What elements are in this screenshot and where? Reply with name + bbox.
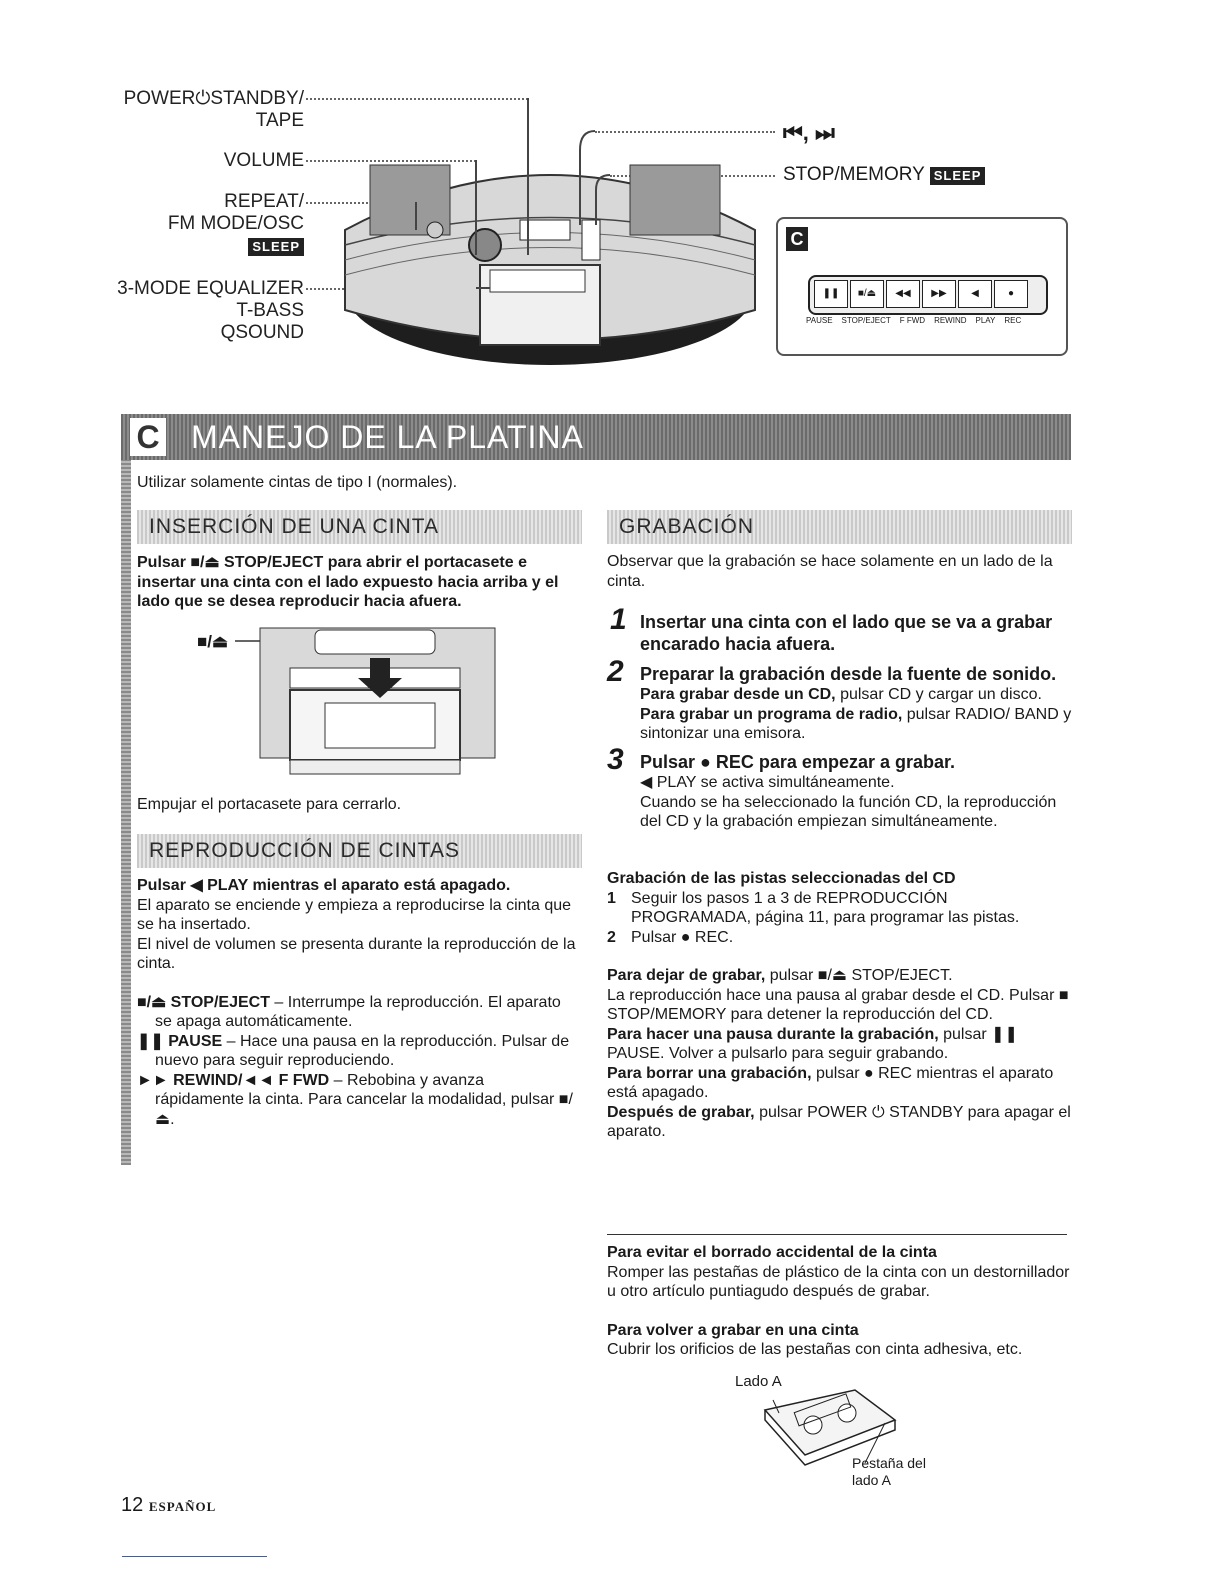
notes: Para evitar el borrado accidental de la cinta Romper las pestañas de plástico de la cinta con un destornillador u otro artículo puntiagudo después de grabar. Para volver a grabar en una cinta Cubrir los orificios de las pestañas con cinta adhesiva, etc. [607, 1244, 1070, 1358]
subheading-grabacion: GRABACIÓN [607, 510, 1072, 544]
ffwd-key[interactable]: ◀◀ [886, 280, 920, 308]
page-footer [121, 1494, 216, 1517]
left-margin-bar [121, 460, 131, 1165]
insercion-after: Empujar el portacasete para cerrarlo. [137, 796, 402, 813]
section-letter: C [130, 418, 166, 456]
cassette-side-label: Lado A [735, 1373, 782, 1390]
rewind-key[interactable]: ▶▶ [922, 280, 956, 308]
section-intro: Utilizar solamente cintas de tipo I (normales). [137, 474, 458, 491]
grabacion-details: Grabación de las pistas seleccionadas del CD 1 Seguir los pasos 1 a 3 de REPRODUCCIÓN PROGRAMADA, página 11, para programar las pistas. 2 Pulsar ● REC. Para dejar de grabar, pulsar ■/⏏ STOP/EJECT. La reproducción hace una pausa al grabar desde el CD. Pulsar ■ STOP/MEMORY para detener la reproducción del CD. Para hacer una pausa durante la grabación, pulsar ❚❚ PAUSE. Volver a pulsarlo para seguir grabando. Para borrar una grabación, pulsar ● REC mientras el aparato está apagado. Después de grabar, pulsar POWER ⏻ STANDBY para apagar el aparato. [607, 870, 1071, 1140]
list-item: ❚❚ PAUSE – Hace una pausa en la reproducción. Pulsar de nuevo para seguir reproduciendo. [137, 1032, 570, 1069]
inset-letter: C [786, 227, 808, 251]
label-power-standby: POWER⏻STANDBY/ TAPE [123, 88, 304, 131]
play-key[interactable]: ◀ [958, 280, 992, 308]
tape-key-panel [808, 275, 1048, 315]
label-equalizer: 3-MODE EQUALIZER T-BASS QSOUND [117, 278, 304, 343]
sleep-badge: SLEEP [248, 238, 304, 256]
section-title: MANEJO DE LA PLATINA [191, 419, 584, 455]
step-number: 3 [607, 743, 624, 776]
insercion-instruction: Pulsar ■/⏏ STOP/EJECT para abrir el portacasete e insertar una cinta con el lado expuesto hacia arriba y el lado que se desea reproducir hacia afuera. [137, 554, 559, 610]
eject-label: ■/⏏ [197, 632, 229, 651]
step-number: 1 [610, 603, 627, 636]
step-1-title: Insertar una cinta con el lado que se va a grabar encarado hacia afuera. [640, 612, 1053, 654]
sleep-badge: SLEEP [930, 167, 986, 185]
step-number: 2 [607, 655, 624, 688]
step-3: Pulsar ● REC para empezar a grabar. ◀ PLAY se activa simultáneamente. Cuando se ha seleccionado la función CD, la reproducción del CD y la grabación empiezan simultáneamente. [640, 752, 1057, 830]
list-item: ►► REWIND/◄◄ F FWD – Rebobina y avanza rápidamente la cinta. Para cancelar la modalidad, pulsar ■/⏏. [137, 1071, 573, 1128]
grabacion-intro: Observar que la grabación se hace solamente en un lado de la cinta. [607, 553, 1053, 590]
label-skip: ⏮, ⏭ [783, 120, 835, 145]
pause-key[interactable]: ❚❚ [814, 280, 848, 308]
boombox-illustration [300, 80, 780, 380]
list-item: 2 Pulsar ● REC. [607, 928, 734, 946]
key-label-row: PAUSE STOP/EJECT F FWD REWIND PLAY REC [806, 316, 1022, 325]
label-stop-memory: STOP/MEMORY SLEEP [783, 164, 985, 186]
stop-eject-key[interactable]: ■/⏏ [850, 280, 884, 308]
language-label: ESPAÑOL [148, 1499, 217, 1514]
list-item: ■/⏏ STOP/EJECT – Interrumpe la reproducción. El aparato se apaga automáticamente. [137, 993, 561, 1030]
label-volume: VOLUME [223, 150, 304, 171]
subheading-insercion: INSERCIÓN DE UNA CINTA [137, 510, 582, 544]
page-number: 12 [121, 1494, 144, 1516]
inset-tape-keys [776, 217, 1068, 356]
section-banner [121, 414, 1071, 460]
label-repeat: REPEAT/ FM MODE/OSC SLEEP [167, 191, 304, 254]
footer-rule [122, 1556, 267, 1557]
cassette-tab-label: Pestaña del lado A [852, 1455, 926, 1488]
subheading-reproduccion: REPRODUCCIÓN DE CINTAS [137, 834, 582, 868]
cassette-insert-illustration [230, 618, 500, 778]
list-item: 1 Seguir los pasos 1 a 3 de REPRODUCCIÓN PROGRAMADA, página 11, para programar las pistas. [607, 889, 1020, 926]
notes-divider [607, 1234, 1067, 1235]
step-2: Preparar la grabación desde la fuente de sonido. Para grabar desde un CD, pulsar CD y cargar un disco. Para grabar un programa de radio, pulsar RADIO/ BAND y sintonizar una emisora. [640, 664, 1072, 742]
rec-key[interactable]: ● [994, 280, 1028, 308]
reproduccion-body: Pulsar ◀ PLAY mientras el aparato está apagado. El aparato se enciende y empieza a reproducirse la cinta que se ha insertado. El nivel de volumen se presenta durante la reproducción de la cinta. ■/⏏ STOP/EJECT – Interrumpe la reproducción. El aparato se apaga automáticamente. ❚❚ PAUSE – Hace una pausa en la reproducción. Pulsar de nuevo para seguir reproduciendo. ►► REWIND/◄◄ F FWD – Rebobina y avanza rápidamente la cinta. Para cancelar la modalidad, pulsar ■/⏏. [137, 877, 576, 1128]
